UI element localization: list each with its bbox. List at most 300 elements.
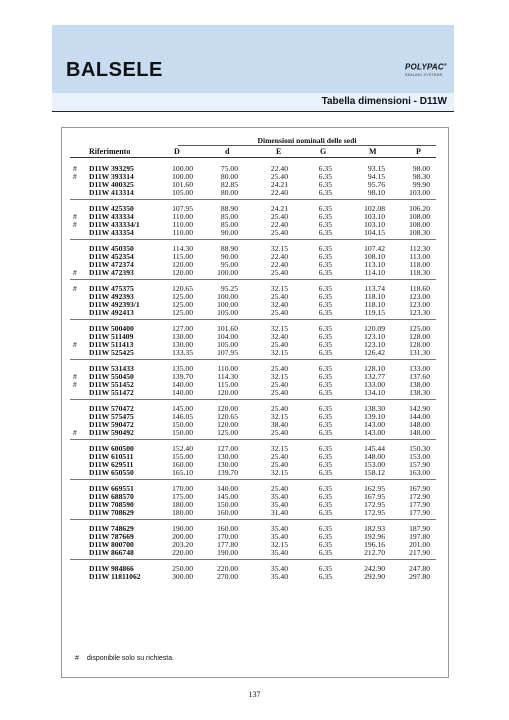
value-P: 150.30 xyxy=(409,444,430,453)
value-G: 6.35 xyxy=(318,548,332,557)
value-G: 6.35 xyxy=(318,260,332,269)
value-G: 6.35 xyxy=(318,484,332,493)
value-E: 22.40 xyxy=(270,188,288,197)
table-row xyxy=(0,565,509,573)
value-P: 201.00 xyxy=(409,540,430,549)
value-E: 25.40 xyxy=(270,308,288,317)
table-row xyxy=(0,429,509,437)
value-d: 88.90 xyxy=(220,244,238,253)
value-P: 172.90 xyxy=(409,492,430,501)
value-M: 113.74 xyxy=(364,284,385,293)
value-D: 130.00 xyxy=(172,340,193,349)
value-D: 101.60 xyxy=(172,180,193,189)
value-E: 32.15 xyxy=(270,540,288,549)
table-row xyxy=(0,325,509,333)
value-P: 247.80 xyxy=(409,564,430,573)
value-P: 125.00 xyxy=(409,324,430,333)
value-P: 118.30 xyxy=(409,268,430,277)
availability-mark: # xyxy=(73,380,77,389)
value-d: 120.65 xyxy=(217,412,238,421)
value-D: 125.00 xyxy=(172,308,193,317)
value-d: 85.00 xyxy=(220,220,238,229)
value-P: 167.90 xyxy=(409,484,430,493)
value-G: 6.35 xyxy=(318,572,332,581)
value-P: 138.30 xyxy=(409,388,430,397)
reference-code: D11W 492393 xyxy=(89,292,134,301)
reference-code: D11W 590492 xyxy=(89,428,134,437)
value-D: 170.00 xyxy=(172,484,193,493)
page-number: 137 xyxy=(248,690,261,699)
value-D: 200.00 xyxy=(172,532,193,541)
table-row xyxy=(0,293,509,301)
value-d: 100.00 xyxy=(217,292,238,301)
value-M: 94.15 xyxy=(367,172,385,181)
column-header-G: G xyxy=(320,147,327,156)
reference-code: D11W 492413 xyxy=(89,308,134,317)
column-header-d: d xyxy=(225,147,230,156)
value-d: 104.00 xyxy=(217,332,238,341)
value-M: 139.10 xyxy=(364,412,385,421)
value-D: 125.00 xyxy=(172,292,193,301)
value-M: 153.00 xyxy=(364,460,385,469)
value-G: 6.35 xyxy=(318,468,332,477)
reference-code: D11W 450350 xyxy=(89,244,134,253)
value-M: 123.10 xyxy=(364,332,385,341)
table-row xyxy=(0,501,509,509)
value-d: 110.00 xyxy=(217,364,238,373)
reference-code: D11W 610511 xyxy=(89,452,134,461)
reference-code: D11W 393295 xyxy=(89,164,134,173)
table-row xyxy=(0,221,509,229)
table-row xyxy=(0,285,509,293)
value-E: 32.15 xyxy=(270,244,288,253)
value-d: 101.60 xyxy=(217,324,238,333)
value-M: 98.10 xyxy=(367,188,385,197)
footnote-text: disponibile solo su richiesta. xyxy=(86,655,175,662)
value-D: 110.00 xyxy=(172,212,193,221)
value-G: 6.35 xyxy=(318,188,332,197)
value-M: 102.08 xyxy=(364,204,385,213)
table-row xyxy=(0,269,509,277)
availability-mark: # xyxy=(73,284,77,293)
value-E: 35.40 xyxy=(270,548,288,557)
value-D: 220.00 xyxy=(172,548,193,557)
value-M: 118.10 xyxy=(364,292,385,301)
value-d: 140.00 xyxy=(217,484,238,493)
value-E: 25.40 xyxy=(270,268,288,277)
value-E: 35.40 xyxy=(270,532,288,541)
group-separator xyxy=(70,239,436,240)
value-E: 32.15 xyxy=(270,372,288,381)
value-G: 6.35 xyxy=(318,172,332,181)
value-G: 6.35 xyxy=(318,348,332,357)
value-M: 162.95 xyxy=(364,484,385,493)
value-P: 108.30 xyxy=(409,228,430,237)
table-row xyxy=(0,389,509,397)
value-E: 22.40 xyxy=(270,220,288,229)
table-row xyxy=(0,453,509,461)
value-E: 32.15 xyxy=(270,468,288,477)
value-P: 197.80 xyxy=(409,532,430,541)
value-P: 142.90 xyxy=(409,404,430,413)
value-D: 110.00 xyxy=(172,228,193,237)
value-P: 103.00 xyxy=(409,188,430,197)
value-E: 25.40 xyxy=(270,428,288,437)
value-D: 110.00 xyxy=(172,220,193,229)
value-d: 85.00 xyxy=(220,212,238,221)
value-G: 6.35 xyxy=(318,380,332,389)
value-E: 25.40 xyxy=(270,404,288,413)
value-d: 190.00 xyxy=(217,548,238,557)
value-D: 300.00 xyxy=(172,572,193,581)
value-M: 119.15 xyxy=(364,308,385,317)
value-M: 292.90 xyxy=(364,572,385,581)
table-row xyxy=(0,549,509,557)
table-row xyxy=(0,301,509,309)
value-E: 32.40 xyxy=(270,300,288,309)
value-d: 75.00 xyxy=(220,164,238,173)
value-G: 6.35 xyxy=(318,284,332,293)
value-P: 157.90 xyxy=(409,460,430,469)
availability-mark: # xyxy=(73,212,77,221)
value-D: 190.00 xyxy=(172,524,193,533)
availability-mark: # xyxy=(73,428,77,437)
value-d: 127.00 xyxy=(217,444,238,453)
reference-code: D11W 650550 xyxy=(89,468,134,477)
reference-code: D11W 500400 xyxy=(89,324,134,333)
value-E: 25.40 xyxy=(270,364,288,373)
value-G: 6.35 xyxy=(318,452,332,461)
value-G: 6.35 xyxy=(318,268,332,277)
value-G: 6.35 xyxy=(318,252,332,261)
value-M: 114.10 xyxy=(364,268,385,277)
column-header-P: P xyxy=(416,147,421,156)
table-row xyxy=(0,381,509,389)
table-row xyxy=(0,309,509,317)
value-d: 177.80 xyxy=(217,540,238,549)
value-P: 123.30 xyxy=(409,308,430,317)
reference-code: D11W 525425 xyxy=(89,348,134,357)
value-D: 180.00 xyxy=(172,500,193,509)
value-M: 167.95 xyxy=(364,492,385,501)
value-E: 32.15 xyxy=(270,348,288,357)
value-d: 88.90 xyxy=(220,204,238,213)
value-M: 103.10 xyxy=(364,212,385,221)
value-d: 80.00 xyxy=(220,188,238,197)
value-M: 172.95 xyxy=(364,500,385,509)
value-P: 177.90 xyxy=(409,508,430,517)
reference-code: D11W 511409 xyxy=(89,332,134,341)
value-P: 113.00 xyxy=(409,252,430,261)
value-G: 6.35 xyxy=(318,428,332,437)
reference-code: D11W 669551 xyxy=(89,484,134,493)
value-G: 6.35 xyxy=(318,564,332,573)
group-separator xyxy=(70,319,436,320)
value-M: 103.10 xyxy=(364,220,385,229)
footnote xyxy=(75,655,174,662)
value-M: 143.00 xyxy=(364,428,385,437)
value-G: 6.35 xyxy=(318,228,332,237)
title-rule xyxy=(52,111,454,112)
value-G: 6.35 xyxy=(318,532,332,541)
table-row xyxy=(0,405,509,413)
value-E: 32.40 xyxy=(270,332,288,341)
reference-code: D11W 551472 xyxy=(89,388,134,397)
table-row xyxy=(0,253,509,261)
value-G: 6.35 xyxy=(318,444,332,453)
value-E: 35.40 xyxy=(270,564,288,573)
table-row xyxy=(0,533,509,541)
value-D: 150.00 xyxy=(172,428,193,437)
value-M: 134.10 xyxy=(364,388,385,397)
value-G: 6.35 xyxy=(318,500,332,509)
value-P: 144.00 xyxy=(409,412,430,421)
column-header-riferimento: Riferimento xyxy=(89,147,131,156)
value-P: 137.60 xyxy=(409,372,430,381)
value-M: 212.70 xyxy=(364,548,385,557)
value-d: 105.00 xyxy=(217,340,238,349)
value-P: 217.90 xyxy=(409,548,430,557)
value-P: 106.20 xyxy=(409,204,430,213)
value-D: 127.00 xyxy=(172,324,193,333)
reference-code: D11W 800700 xyxy=(89,540,134,549)
reference-code: D11W 629511 xyxy=(89,460,134,469)
value-D: 250.00 xyxy=(172,564,193,573)
availability-mark: # xyxy=(73,172,77,181)
value-D: 160.00 xyxy=(172,460,193,469)
value-G: 6.35 xyxy=(318,180,332,189)
value-M: 123.10 xyxy=(364,340,385,349)
value-P: 138.00 xyxy=(409,380,430,389)
value-G: 6.35 xyxy=(318,204,332,213)
value-M: 148.00 xyxy=(364,452,385,461)
value-G: 6.35 xyxy=(318,164,332,173)
value-D: 100.00 xyxy=(172,172,193,181)
reference-code: D11W 400325 xyxy=(89,180,134,189)
reference-code: D11W 425350 xyxy=(89,204,134,213)
availability-mark: # xyxy=(73,340,77,349)
column-header-D: D xyxy=(174,147,180,156)
table-row xyxy=(0,493,509,501)
value-P: 98.30 xyxy=(412,172,430,181)
value-d: 125.00 xyxy=(217,428,238,437)
value-E: 22.40 xyxy=(270,252,288,261)
table-row xyxy=(0,189,509,197)
value-E: 32.15 xyxy=(270,444,288,453)
value-G: 6.35 xyxy=(318,324,332,333)
value-E: 32.15 xyxy=(270,284,288,293)
header-rule xyxy=(70,157,436,158)
column-header-M: M xyxy=(369,147,377,156)
value-G: 6.35 xyxy=(318,212,332,221)
value-D: 150.00 xyxy=(172,420,193,429)
value-E: 25.40 xyxy=(270,484,288,493)
table-row xyxy=(0,341,509,349)
value-G: 6.35 xyxy=(318,524,332,533)
reference-code: D11W 984866 xyxy=(89,564,134,573)
value-P: 108.00 xyxy=(409,220,430,229)
value-d: 82.85 xyxy=(220,180,238,189)
value-P: 118.60 xyxy=(409,284,430,293)
value-E: 24.21 xyxy=(270,180,288,189)
value-P: 123.00 xyxy=(409,300,430,309)
value-P: 297.80 xyxy=(409,572,430,581)
value-D: 145.00 xyxy=(172,404,193,413)
value-d: 120.00 xyxy=(217,388,238,397)
value-d: 130.00 xyxy=(217,460,238,469)
value-M: 107.42 xyxy=(364,244,385,253)
reference-code: D11W 433334 xyxy=(89,212,134,221)
value-P: 118.00 xyxy=(409,260,430,269)
value-M: 126.42 xyxy=(364,348,385,357)
value-G: 6.35 xyxy=(318,412,332,421)
group-separator xyxy=(70,439,436,440)
table-row xyxy=(0,573,509,581)
value-E: 24.21 xyxy=(270,204,288,213)
value-E: 25.40 xyxy=(270,212,288,221)
reference-code: D11W 452354 xyxy=(89,252,134,261)
footnote-mark: # xyxy=(75,655,79,662)
value-E: 25.40 xyxy=(270,460,288,469)
value-d: 145.00 xyxy=(217,492,238,501)
value-G: 6.35 xyxy=(318,340,332,349)
value-E: 32.15 xyxy=(270,324,288,333)
reference-code: D11W 708629 xyxy=(89,508,134,517)
reference-code: D11W 688570 xyxy=(89,492,134,501)
reference-code: D11W 413314 xyxy=(89,188,134,197)
value-D: 115.00 xyxy=(172,252,193,261)
value-d: 139.70 xyxy=(217,468,238,477)
value-E: 25.40 xyxy=(270,452,288,461)
value-d: 107.95 xyxy=(217,348,238,357)
table-row xyxy=(0,461,509,469)
value-M: 192.96 xyxy=(364,532,385,541)
group-separator xyxy=(70,559,436,560)
value-P: 133.00 xyxy=(409,364,430,373)
value-G: 6.35 xyxy=(318,404,332,413)
value-M: 118.10 xyxy=(364,300,385,309)
reference-code: D11W 600500 xyxy=(89,444,134,453)
value-d: 100.00 xyxy=(217,268,238,277)
value-D: 130.00 xyxy=(172,332,193,341)
value-D: 180.00 xyxy=(172,508,193,517)
value-M: 145.44 xyxy=(364,444,385,453)
value-M: 132.77 xyxy=(364,372,385,381)
value-P: 187.90 xyxy=(409,524,430,533)
value-G: 6.35 xyxy=(318,332,332,341)
value-d: 270.00 xyxy=(217,572,238,581)
value-P: 131.30 xyxy=(409,348,430,357)
reference-code: D11W 748629 xyxy=(89,524,134,533)
value-E: 31.40 xyxy=(270,508,288,517)
reference-code: D11W 866748 xyxy=(89,548,134,557)
value-P: 148.00 xyxy=(409,428,430,437)
value-d: 100.00 xyxy=(217,300,238,309)
value-E: 25.40 xyxy=(270,228,288,237)
value-D: 100.00 xyxy=(172,164,193,173)
value-d: 220.00 xyxy=(217,564,238,573)
value-d: 115.00 xyxy=(217,380,238,389)
value-D: 155.00 xyxy=(172,452,193,461)
value-P: 177.90 xyxy=(409,500,430,509)
value-E: 22.40 xyxy=(270,164,288,173)
value-P: 128.00 xyxy=(409,332,430,341)
logo-subtext: SEALING SYSTEMS xyxy=(405,72,443,77)
value-M: 104.15 xyxy=(364,228,385,237)
value-D: 203.20 xyxy=(172,540,193,549)
value-G: 6.35 xyxy=(318,492,332,501)
value-M: 158.12 xyxy=(364,468,385,477)
reference-code: D11W 511413 xyxy=(89,340,134,349)
value-d: 95.25 xyxy=(220,284,238,293)
value-d: 90.00 xyxy=(220,228,238,237)
value-P: 128.00 xyxy=(409,340,430,349)
value-D: 120.00 xyxy=(172,268,193,277)
value-G: 6.35 xyxy=(318,244,332,253)
value-E: 38.40 xyxy=(270,420,288,429)
reference-code: D11W 551452 xyxy=(89,380,134,389)
table-row xyxy=(0,525,509,533)
value-G: 6.35 xyxy=(318,388,332,397)
value-E: 25.40 xyxy=(270,388,288,397)
value-M: 196.16 xyxy=(364,540,385,549)
group-separator xyxy=(70,279,436,280)
value-M: 113.10 xyxy=(364,260,385,269)
value-G: 6.35 xyxy=(318,540,332,549)
value-M: 108.10 xyxy=(364,252,385,261)
value-P: 123.00 xyxy=(409,292,430,301)
availability-mark: # xyxy=(73,220,77,229)
value-G: 6.35 xyxy=(318,300,332,309)
value-M: 182.93 xyxy=(364,524,385,533)
availability-mark: # xyxy=(73,164,77,173)
value-E: 22.40 xyxy=(270,260,288,269)
reference-code: D11W 590472 xyxy=(89,420,134,429)
logo-registered-mark: ® xyxy=(443,62,448,67)
table-row xyxy=(0,173,509,181)
value-P: 99.90 xyxy=(412,180,430,189)
value-D: 114.30 xyxy=(172,244,193,253)
polypac-logo xyxy=(405,62,447,77)
value-D: 105.00 xyxy=(172,188,193,197)
value-M: 172.95 xyxy=(364,508,385,517)
value-M: 95.76 xyxy=(367,180,385,189)
dimensions-heading-rule xyxy=(178,145,436,146)
value-d: 170.00 xyxy=(217,532,238,541)
value-G: 6.35 xyxy=(318,508,332,517)
reference-code: D11W 492393/1 xyxy=(89,300,140,309)
value-P: 108.00 xyxy=(409,212,430,221)
group-separator xyxy=(70,479,436,480)
table-row xyxy=(0,445,509,453)
value-E: 25.40 xyxy=(270,340,288,349)
reference-code: D11W 531433 xyxy=(89,364,134,373)
value-D: 125.00 xyxy=(172,300,193,309)
reference-code: D11W 433334/1 xyxy=(89,220,140,229)
value-M: 242.90 xyxy=(364,564,385,573)
value-D: 107.95 xyxy=(172,204,193,213)
value-D: 175.00 xyxy=(172,492,193,501)
value-P: 98.00 xyxy=(412,164,430,173)
value-P: 112.30 xyxy=(409,244,430,253)
value-E: 25.40 xyxy=(270,172,288,181)
value-E: 35.40 xyxy=(270,524,288,533)
reference-code: D11W 570472 xyxy=(89,404,134,413)
availability-mark: # xyxy=(73,268,77,277)
value-E: 25.40 xyxy=(270,380,288,389)
table-row xyxy=(0,469,509,477)
value-E: 35.40 xyxy=(270,572,288,581)
